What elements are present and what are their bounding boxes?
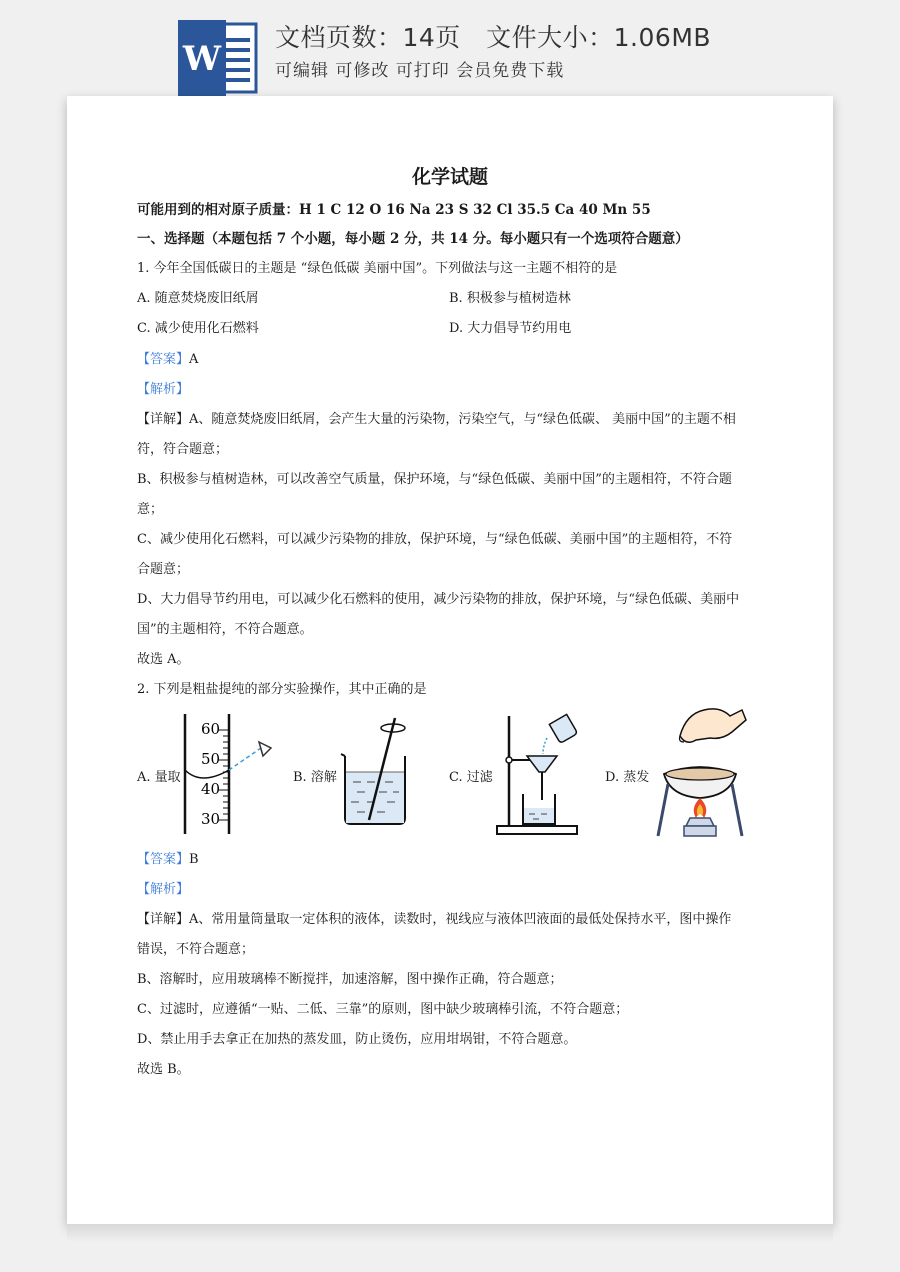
- q1-option-a: A. 随意焚烧废旧纸屑: [137, 291, 259, 306]
- answer-value: B: [189, 852, 199, 867]
- q1-option-b: B. 积极参与植树造林: [449, 291, 571, 306]
- q2-detail-line: 错误，不符合题意；: [137, 942, 255, 957]
- q1-detail-line: 合题意；: [137, 562, 190, 577]
- q2-detail-line: B、溶解时，应用玻璃棒不断搅拌，加速溶解，图中操作正确，符合题意；: [137, 972, 563, 987]
- evaporation-figure: [650, 700, 750, 840]
- q2-option-d: D. 蒸发: [605, 770, 650, 785]
- q1-detail-line: B、积极参与植树造林，可以改善空气质量，保护环境，与“绿色低碳、美丽中国”的主题相符，不符合题: [137, 472, 732, 487]
- hand-icon: [680, 709, 746, 742]
- answer-tag: 【答案】: [137, 852, 190, 867]
- document-info-title: 文档页数：14页 文件大小：1.06MB: [275, 23, 712, 52]
- filtration-setup-figure: [495, 708, 595, 838]
- q1-detail-line: 意；: [137, 502, 164, 517]
- beaker-dissolving-figure: [337, 710, 417, 830]
- q2-detail-line: D、禁止用手去拿正在加热的蒸发皿，防止烫伤，应用坩埚钳，不符合题意。: [137, 1032, 577, 1047]
- header-banner: [0, 0, 900, 100]
- cylinder-tick-label: 30: [201, 810, 221, 828]
- q2-analysis-tag: 【解析】: [137, 882, 190, 897]
- q1-detail-line: 国”的主题相符，不符合题意。: [137, 622, 313, 637]
- q1-detail-line: 【详解】A、随意焚烧废旧纸屑，会产生大量的污染物，污染空气，与“绿色低碳、 美丽中国”的主题不相: [137, 412, 736, 427]
- q2-option-a: A. 量取: [137, 770, 181, 785]
- q1-analysis-tag: 【解析】: [137, 382, 190, 397]
- section-heading: 一、选择题（本题包括 7 个小题，每小题 2 分，共 14 分。每小题只有一个选项符合题意）: [137, 231, 689, 247]
- answer-tag: 【答案】: [137, 352, 190, 367]
- q1-answer: [137, 351, 198, 369]
- q1-option-d: D. 大力倡导节约用电: [449, 321, 572, 336]
- q2-option-b: B. 溶解: [293, 770, 337, 785]
- q1-detail-line: 符，符合题意；: [137, 442, 229, 457]
- measuring-cylinder-figure: [179, 708, 289, 838]
- q2-conclusion: 故选 B。: [137, 1062, 190, 1077]
- svg-text:W: W: [182, 39, 222, 79]
- document-features: 可编辑 可修改 可打印 会员免费下载: [275, 61, 565, 81]
- q1-detail-line: C、减少使用化石燃料，可以减少污染物的排放，保护环境，与“绿色低碳、美丽中国”的主题相符，不符: [137, 532, 733, 547]
- q2-option-c: C. 过滤: [449, 770, 493, 785]
- q2-answer: [137, 851, 199, 869]
- page-shadow: [67, 1224, 833, 1242]
- atomic-mass-line: 可能用到的相对原子质量：H 1 C 12 O 16 Na 23 S 32 Cl 35.5 Ca 40 Mn 55: [137, 202, 651, 218]
- q1-option-c: C. 减少使用化石燃料: [137, 321, 259, 336]
- page-title: 化学试题: [411, 166, 488, 188]
- word-document-icon: [178, 20, 258, 96]
- q1-conclusion: 故选 A。: [137, 652, 190, 667]
- answer-value: A: [189, 352, 199, 367]
- q2-detail-line: 【详解】A、常用量筒量取一定体积的液体，读数时，视线应与液体凹液面的最低处保持水平，图中操作: [137, 912, 732, 927]
- q1-detail-line: D、大力倡导节约用电，可以减少化石燃料的使用，减少污染物的排放，保护环境，与“绿色低碳、美丽中: [137, 592, 740, 607]
- question-1-stem: 1. 今年全国低碳日的主题是 “绿色低碳 美丽中国”。下列做法与这一主题不相符的是: [137, 261, 618, 276]
- cylinder-tick-label: 50: [201, 750, 221, 768]
- q2-detail-line: C、过滤时，应遵循“一贴、二低、三靠”的原则，图中缺少玻璃棒引流，不符合题意；: [137, 1002, 629, 1017]
- question-2-stem: 2. 下列是粗盐提纯的部分实验操作，其中正确的是: [137, 682, 427, 697]
- cylinder-tick-label: 60: [201, 720, 221, 738]
- cylinder-tick-label: 40: [201, 780, 221, 798]
- document-page: [67, 96, 833, 1224]
